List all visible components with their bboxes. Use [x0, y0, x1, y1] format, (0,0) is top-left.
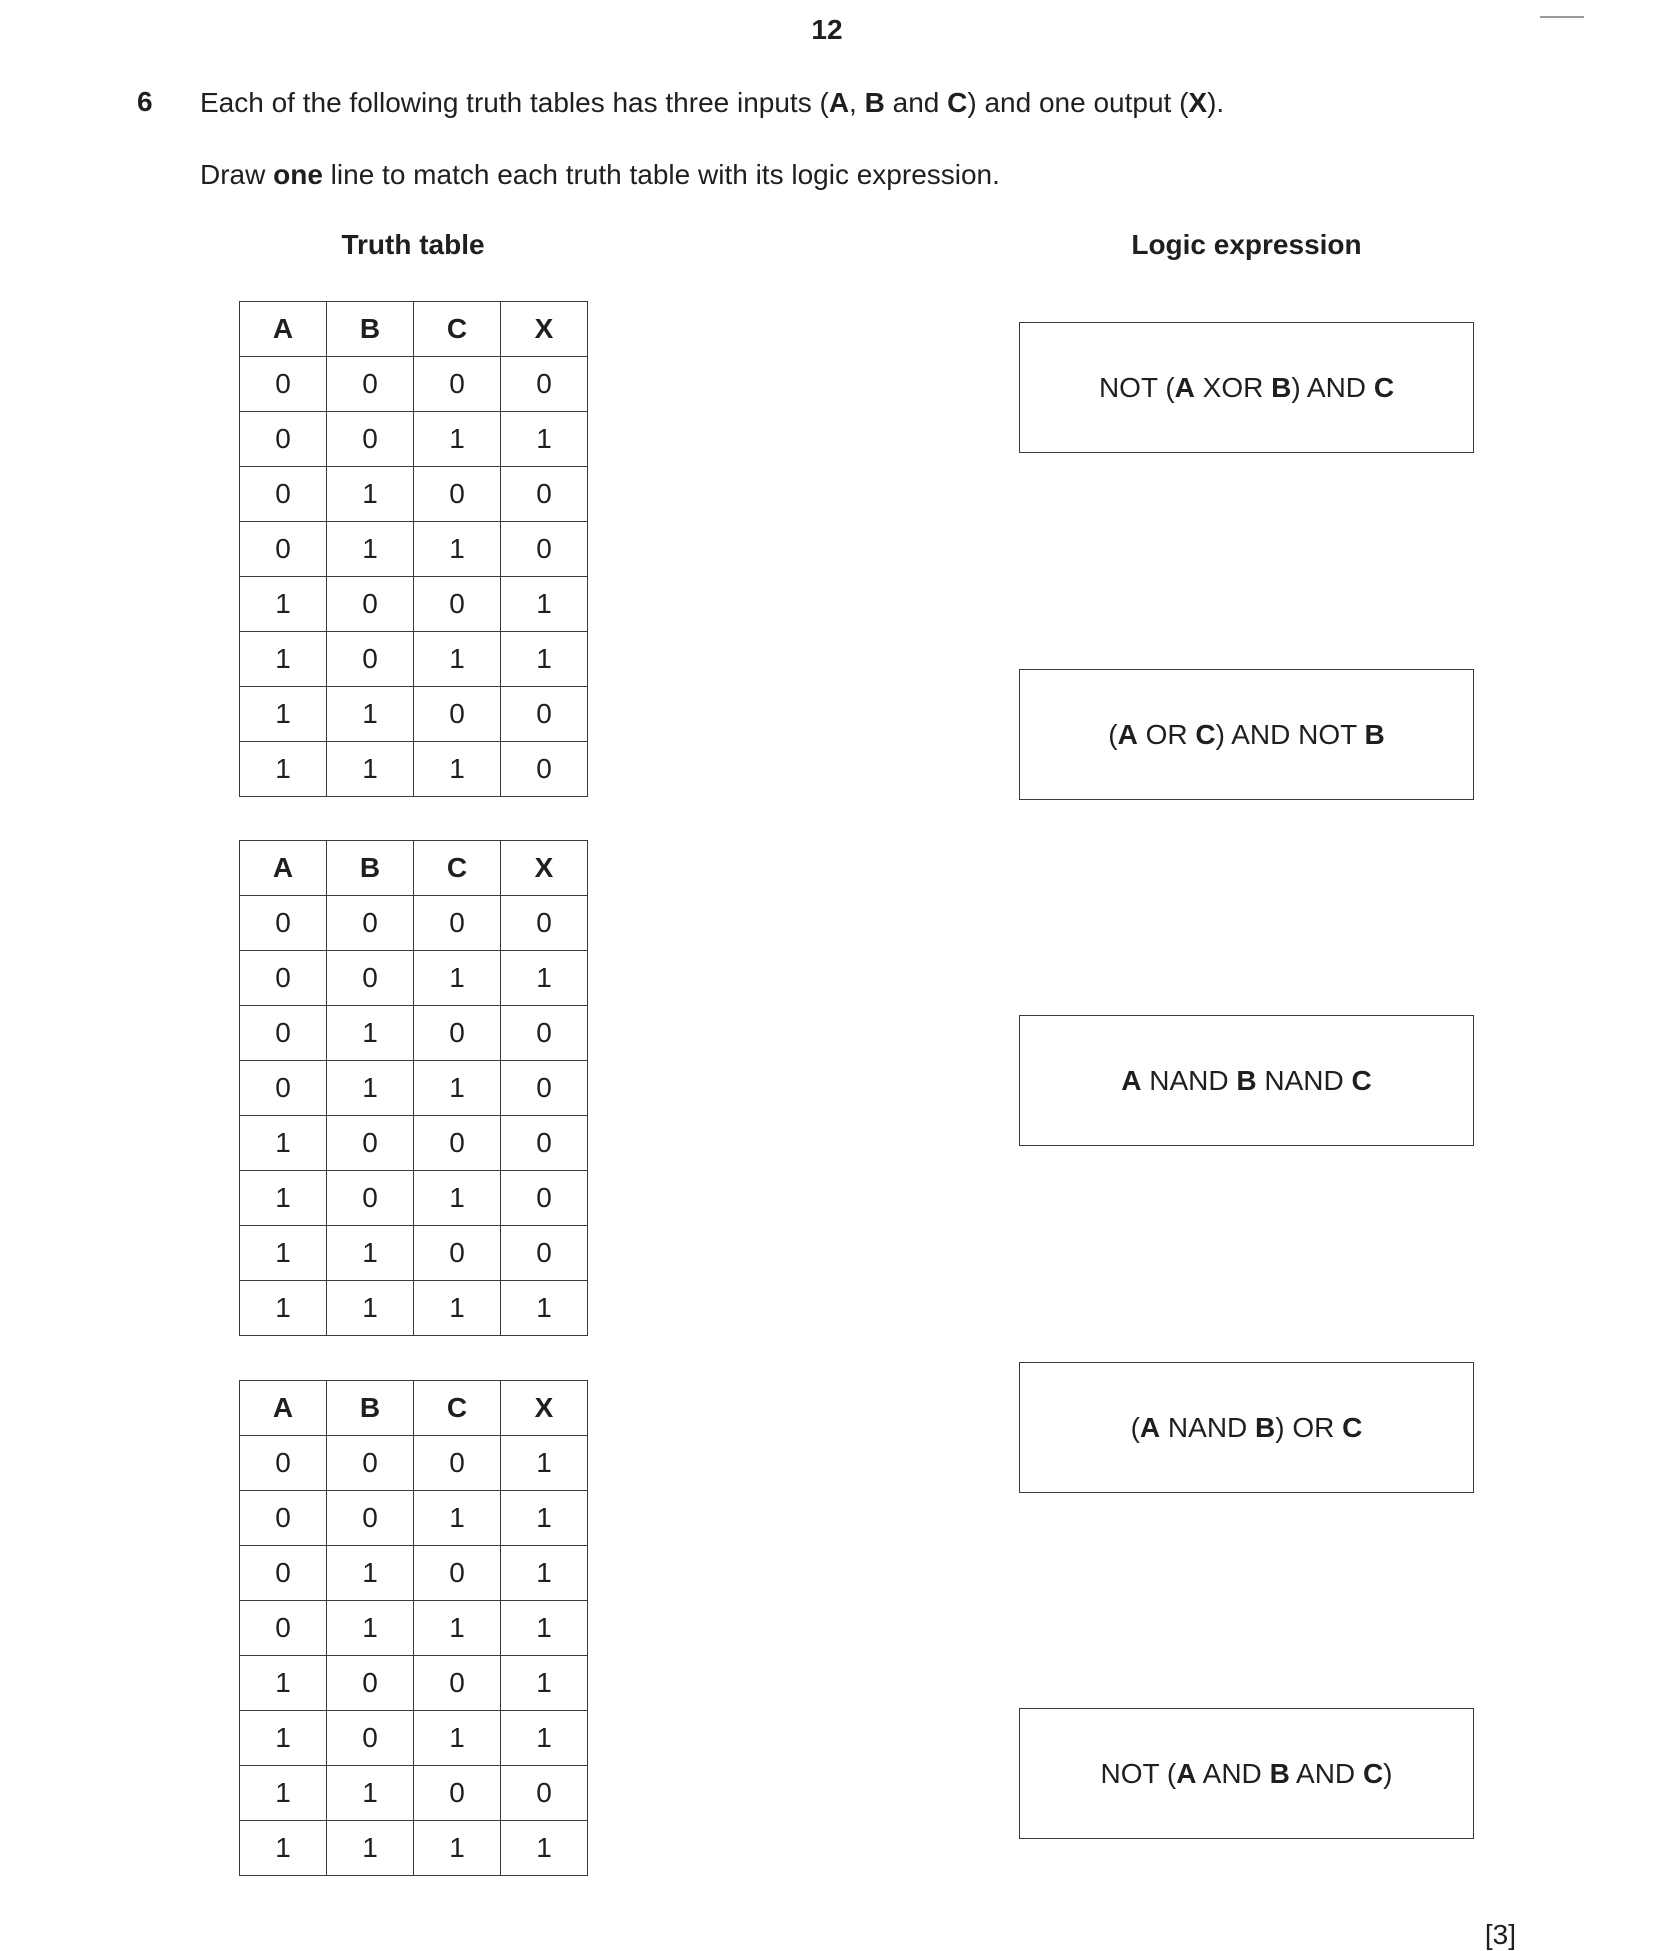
cell-a: 1 — [240, 1766, 327, 1821]
cell-x: 0 — [501, 1116, 588, 1171]
text-run: Draw — [200, 159, 274, 190]
cell-a: 1 — [240, 1171, 327, 1226]
cell-a: 1 — [240, 1821, 327, 1876]
column-header-a: A — [240, 1381, 327, 1436]
cell-c: 1 — [414, 1281, 501, 1336]
text-run: AND — [1289, 1757, 1363, 1789]
cell-c: 0 — [414, 1436, 501, 1491]
bold-text-run: A — [1174, 371, 1195, 403]
bold-text-run: B — [1269, 1757, 1290, 1789]
cell-x: 0 — [501, 357, 588, 412]
cell-b: 0 — [327, 632, 414, 687]
column-header-c: C — [414, 1381, 501, 1436]
truth-table-header-row — [240, 302, 588, 357]
cell-a: 0 — [240, 896, 327, 951]
cell-x: 0 — [501, 467, 588, 522]
table-row — [240, 1491, 588, 1546]
table-row — [240, 522, 588, 577]
cell-c: 1 — [414, 742, 501, 797]
logic-expression-text — [1121, 1065, 1372, 1097]
text-run: and — [884, 87, 948, 118]
bold-text-run: C — [1362, 1757, 1384, 1789]
cell-a: 0 — [240, 1006, 327, 1061]
column-header-x: X — [501, 841, 588, 896]
cell-b: 0 — [327, 1656, 414, 1711]
cell-x: 1 — [501, 1281, 588, 1336]
table-row — [240, 1546, 588, 1601]
cell-c: 1 — [414, 1171, 501, 1226]
logic-expression-box-3[interactable] — [1019, 1015, 1474, 1146]
cell-a: 0 — [240, 1491, 327, 1546]
cell-x: 0 — [501, 742, 588, 797]
cell-b: 1 — [327, 1766, 414, 1821]
bold-text-run: C — [1342, 1411, 1363, 1443]
cell-a: 1 — [240, 1281, 327, 1336]
text-run: ) OR — [1275, 1411, 1343, 1443]
column-header-b: B — [327, 841, 414, 896]
cell-c: 0 — [414, 357, 501, 412]
cell-b: 1 — [327, 742, 414, 797]
cell-a: 1 — [240, 687, 327, 742]
cell-c: 1 — [414, 1491, 501, 1546]
cell-a: 1 — [240, 577, 327, 632]
cell-b: 1 — [327, 1821, 414, 1876]
bold-text-run: C — [1195, 718, 1216, 750]
table-row — [240, 742, 588, 797]
cell-c: 0 — [414, 896, 501, 951]
page-number: 12 — [811, 14, 843, 45]
text-run: ) AND NOT — [1215, 718, 1365, 750]
column-header-b: B — [327, 1381, 414, 1436]
truth-table-3 — [239, 1380, 588, 1876]
column-header-x: X — [501, 302, 588, 357]
cell-c: 1 — [414, 1821, 501, 1876]
question-intro — [200, 86, 1224, 120]
table-row — [240, 577, 588, 632]
cell-b: 0 — [327, 1711, 414, 1766]
table-row — [240, 1061, 588, 1116]
text-run: ( — [1108, 718, 1118, 750]
cell-a: 0 — [240, 1061, 327, 1116]
cell-b: 0 — [327, 1116, 414, 1171]
cell-x: 0 — [501, 1006, 588, 1061]
truth-table-2 — [239, 840, 588, 1336]
cell-x: 1 — [501, 1491, 588, 1546]
cell-b: 1 — [327, 1006, 414, 1061]
column-header-x: X — [501, 1381, 588, 1436]
cell-c: 0 — [414, 687, 501, 742]
bold-text-run: B — [1255, 1411, 1276, 1443]
text-run: ) AND — [1291, 371, 1374, 403]
cell-x: 1 — [501, 577, 588, 632]
text-run: , — [849, 87, 865, 118]
text-run: XOR — [1194, 371, 1272, 403]
cell-c: 0 — [414, 1116, 501, 1171]
cell-c: 1 — [414, 951, 501, 1006]
marks-available: [3] — [1484, 1919, 1516, 1950]
cell-b: 0 — [327, 577, 414, 632]
cell-b: 0 — [327, 412, 414, 467]
cell-x: 0 — [501, 1226, 588, 1281]
cell-a: 1 — [240, 742, 327, 797]
table-row — [240, 1116, 588, 1171]
cell-c: 0 — [414, 1226, 501, 1281]
logic-expression-text — [1099, 372, 1394, 404]
table-row — [240, 1281, 588, 1336]
bold-text-run: X — [1188, 87, 1208, 118]
logic-expression-box-5[interactable] — [1019, 1708, 1474, 1839]
cell-x: 0 — [501, 896, 588, 951]
cell-b: 0 — [327, 357, 414, 412]
table-row — [240, 896, 588, 951]
cell-c: 0 — [414, 1766, 501, 1821]
cell-x: 1 — [501, 1656, 588, 1711]
question-number: 6 — [137, 86, 153, 117]
cell-c: 1 — [414, 412, 501, 467]
table-row — [240, 467, 588, 522]
column-header-c: C — [414, 302, 501, 357]
cell-x: 1 — [501, 1436, 588, 1491]
cell-c: 1 — [414, 632, 501, 687]
table-row — [240, 1656, 588, 1711]
truth-table-header-row — [240, 841, 588, 896]
bold-text-run: A — [828, 87, 850, 118]
text-run: line to match each truth table with its logic expression. — [322, 159, 1000, 190]
text-run: Each of the following truth tables has three inputs ( — [200, 87, 829, 118]
text-run: ) and one output ( — [967, 87, 1189, 118]
text-run: AND — [1196, 1757, 1270, 1789]
cell-b: 0 — [327, 1491, 414, 1546]
cell-a: 0 — [240, 951, 327, 1006]
cell-x: 0 — [501, 522, 588, 577]
cell-x: 1 — [501, 412, 588, 467]
question-instruction — [200, 158, 1000, 192]
cell-a: 0 — [240, 522, 327, 577]
bold-text-run: A — [1139, 1411, 1161, 1443]
cell-x: 1 — [501, 1601, 588, 1656]
cell-c: 1 — [414, 522, 501, 577]
cell-b: 0 — [327, 1171, 414, 1226]
logic-expression-text — [1100, 1758, 1392, 1790]
table-row — [240, 1766, 588, 1821]
bold-text-run: C — [947, 87, 968, 118]
cell-x: 1 — [501, 632, 588, 687]
cell-a: 1 — [240, 632, 327, 687]
bold-text-run: C — [1373, 371, 1395, 403]
column-header-c: C — [414, 841, 501, 896]
cell-a: 0 — [240, 412, 327, 467]
cell-c: 0 — [414, 467, 501, 522]
column-header-a: A — [240, 302, 327, 357]
cell-a: 1 — [240, 1226, 327, 1281]
table-row — [240, 1711, 588, 1766]
table-row — [240, 632, 588, 687]
cell-x: 0 — [501, 1061, 588, 1116]
cell-b: 0 — [327, 951, 414, 1006]
cell-b: 1 — [327, 1226, 414, 1281]
text-run: NOT ( — [1098, 371, 1175, 403]
cell-x: 1 — [501, 951, 588, 1006]
cell-b: 0 — [327, 1436, 414, 1491]
table-row — [240, 412, 588, 467]
bold-text-run: one — [273, 159, 323, 190]
table-row — [240, 357, 588, 412]
cell-c: 0 — [414, 1006, 501, 1061]
text-run: NAND — [1256, 1064, 1352, 1096]
truth-table-heading: Truth table — [341, 229, 485, 260]
cell-x: 0 — [501, 687, 588, 742]
truth-table-header-row — [240, 1381, 588, 1436]
cell-c: 0 — [414, 1546, 501, 1601]
cell-a: 0 — [240, 467, 327, 522]
bold-text-run: A — [1121, 1064, 1142, 1096]
text-run: OR — [1137, 718, 1196, 750]
cell-b: 1 — [327, 1601, 414, 1656]
cell-a: 1 — [240, 1116, 327, 1171]
cell-x: 1 — [501, 1546, 588, 1601]
table-row — [240, 687, 588, 742]
cell-b: 1 — [327, 687, 414, 742]
text-run: ). — [1207, 87, 1225, 118]
bold-text-run: A — [1117, 718, 1138, 750]
text-run: ( — [1130, 1411, 1140, 1443]
cell-a: 0 — [240, 1546, 327, 1601]
logic-expression-box-1[interactable] — [1019, 322, 1474, 453]
cell-a: 0 — [240, 1436, 327, 1491]
logic-expression-box-2[interactable] — [1019, 669, 1474, 800]
cell-c: 0 — [414, 1656, 501, 1711]
cell-b: 1 — [327, 1281, 414, 1336]
cell-b: 1 — [327, 1546, 414, 1601]
bold-text-run: B — [1364, 718, 1385, 750]
text-run: NAND — [1141, 1064, 1237, 1096]
logic-expression-text — [1108, 719, 1384, 751]
truth-table-1 — [239, 301, 588, 797]
cell-x: 0 — [501, 1766, 588, 1821]
cell-b: 0 — [327, 896, 414, 951]
column-header-b: B — [327, 302, 414, 357]
bold-text-run: A — [1176, 1757, 1197, 1789]
header-rule — [1540, 16, 1584, 18]
cell-x: 1 — [501, 1821, 588, 1876]
table-row — [240, 1436, 588, 1491]
cell-c: 1 — [414, 1061, 501, 1116]
cell-b: 1 — [327, 1061, 414, 1116]
cell-a: 1 — [240, 1656, 327, 1711]
cell-c: 1 — [414, 1601, 501, 1656]
bold-text-run: B — [1236, 1064, 1257, 1096]
cell-a: 0 — [240, 357, 327, 412]
logic-expression-heading: Logic expression — [1131, 229, 1362, 260]
bold-text-run: B — [864, 87, 885, 118]
cell-x: 0 — [501, 1171, 588, 1226]
column-header-a: A — [240, 841, 327, 896]
cell-c: 1 — [414, 1711, 501, 1766]
table-row — [240, 1601, 588, 1656]
cell-x: 1 — [501, 1711, 588, 1766]
text-run: NOT ( — [1100, 1757, 1177, 1789]
bold-text-run: B — [1271, 371, 1292, 403]
table-row — [240, 1226, 588, 1281]
cell-b: 1 — [327, 522, 414, 577]
table-row — [240, 1821, 588, 1876]
cell-a: 1 — [240, 1711, 327, 1766]
cell-a: 0 — [240, 1601, 327, 1656]
text-run: ) — [1383, 1757, 1393, 1789]
cell-b: 1 — [327, 467, 414, 522]
logic-expression-box-4[interactable] — [1019, 1362, 1474, 1493]
table-row — [240, 1006, 588, 1061]
table-row — [240, 951, 588, 1006]
logic-expression-text — [1131, 1412, 1363, 1444]
text-run: NAND — [1160, 1411, 1256, 1443]
bold-text-run: C — [1351, 1064, 1372, 1096]
cell-c: 0 — [414, 577, 501, 632]
table-row — [240, 1171, 588, 1226]
